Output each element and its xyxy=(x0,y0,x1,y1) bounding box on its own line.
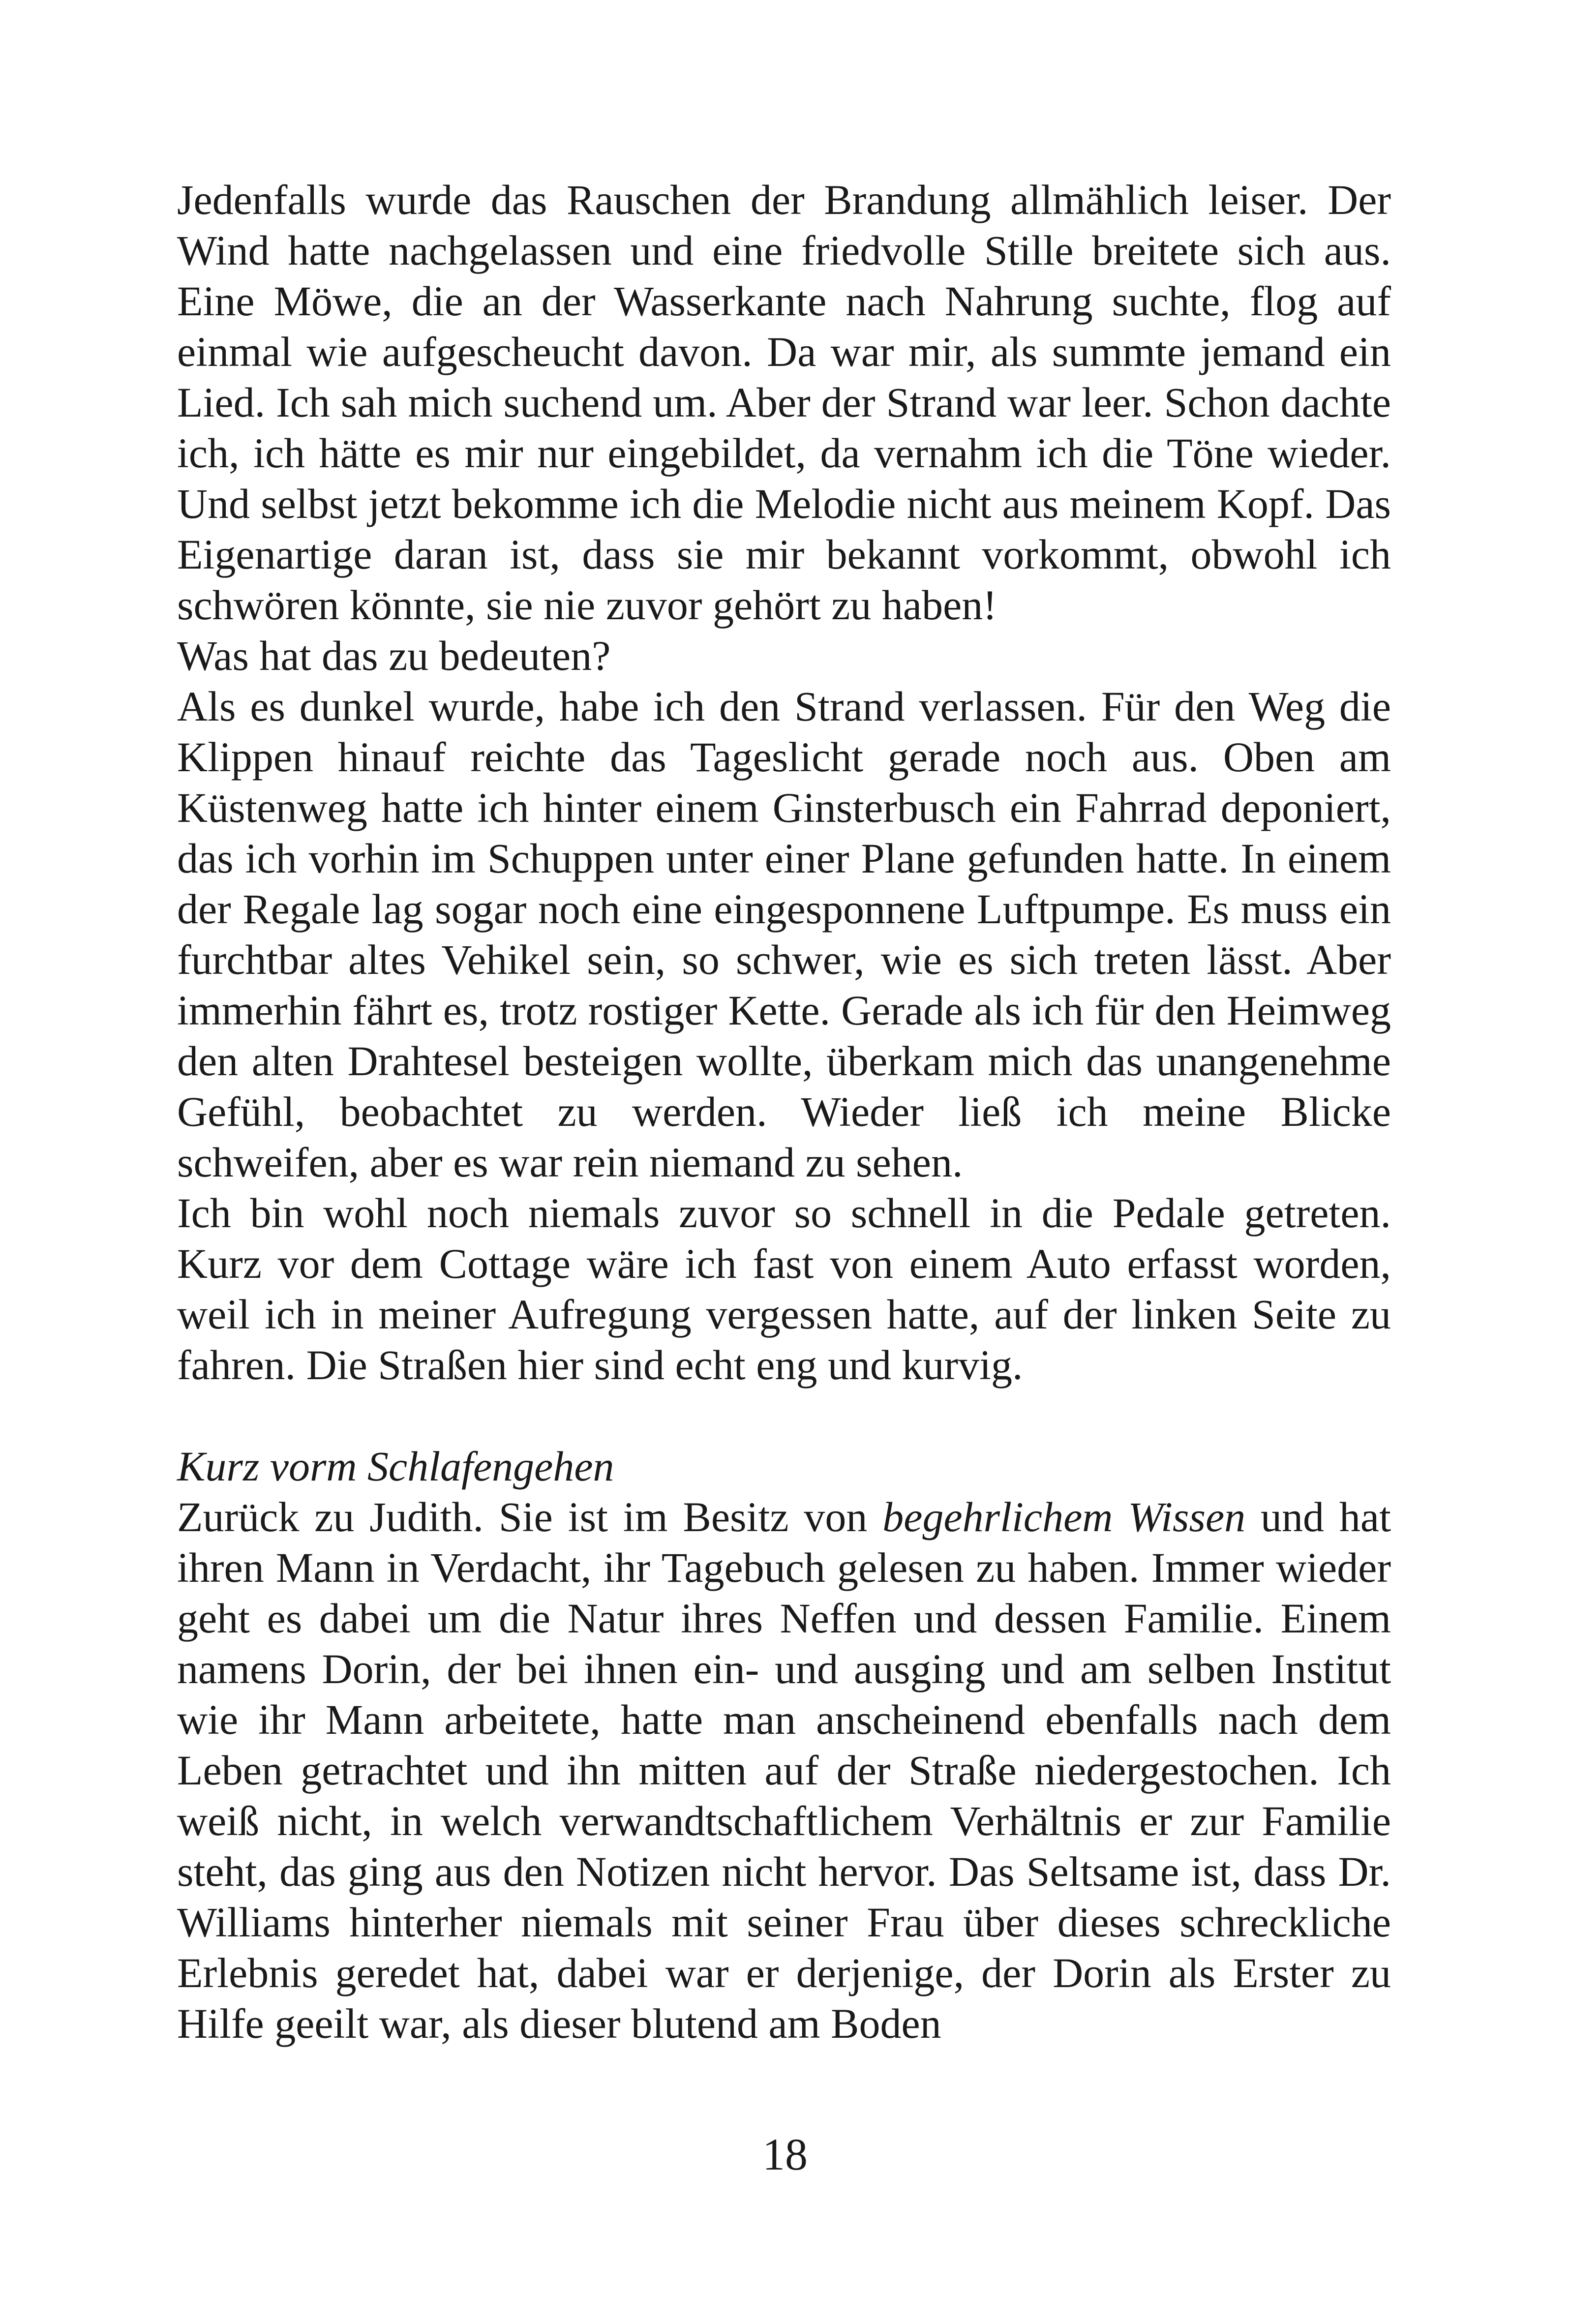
paragraph-text-end: und hat ihren Mann in Verdacht, ihr Tagebuch gelesen zu haben. Immer wieder geht es dabei um die Natur ihres Neffen und dessen Familie. Einem namens Dorin, der bei ihnen ein- und ausging und am selben Institut wie ihr Mann arbeitete, hatte man anscheinend ebenfalls nach dem Leben getrachtet und ihn mitten auf der Straße niedergestochen. Ich weiß nicht, in welch verwandtschaftlichem Verhältnis er zur Familie steht, das ging aus den Notizen nicht hervor. Das Seltsame ist, dass Dr. Williams hinterher niemals mit seiner Frau über dieses schreckliche Erlebnis geredet hat, dabei war er derjenige, der Dorin als Erster zu Hilfe geeilt war, als dieser blutend am Boden xyxy=(177,1493,1391,2047)
paragraph: Was hat das zu bedeuten? xyxy=(177,632,611,679)
section-gap xyxy=(177,1390,1391,1441)
paragraph: Als es dunkel wurde, habe ich den Strand verlassen. Für den Weg die Klippen hinauf reichte das Tageslicht gerade noch aus. Oben am Küstenweg hatte ich hinter einem Ginsterbusch ein Fahrrad deponiert, das ich vorhin im Schuppen unter einer Plane gefunden hatte. In einem der Regale lag sogar noch eine eingesponnene Luftpumpe. Es muss ein furchtbar altes Vehikel sein, so schwer, wie es sich treten lässt. Aber immerhin fährt es, trotz rostiger Kette. Gerade als ich für den Heimweg den alten Drahtesel besteigen wollte, überkam mich das unangenehme Gefühl, beobachtet zu werden. Wieder ließ ich meine Blicke schweifen, aber es war rein niemand zu sehen. xyxy=(177,683,1391,1186)
italic-phrase: begehrlichem Wissen xyxy=(882,1493,1246,1540)
page-number: 18 xyxy=(762,2129,808,2179)
paragraph: Jedenfalls wurde das Rauschen der Brandung allmählich leiser. Der Wind hatte nachgelassen und eine friedvolle Stille breitete sich aus. Eine Möwe, die an der Wasserkante nach Nahrung suchte, flog auf einmal wie aufgescheucht davon. Da war mir, als summte jemand ein Lied. Ich sah mich suchend um. Aber der Strand war leer. Schon dachte ich, ich hätte es mir nur eingebildet, da vernahm ich die Töne wieder. Und selbst jetzt bekomme ich die Melodie nicht aus meinem Kopf. Das Eigenartige daran ist, dass sie mir bekannt vorkommt, obwohl ich schwören könnte, sie nie zuvor gehört zu haben! xyxy=(177,176,1391,629)
paragraph xyxy=(177,1492,1391,2049)
section-heading: Kurz vorm Schlafengehen xyxy=(177,1443,614,1490)
paragraph: Ich bin wohl noch niemals zuvor so schnell in die Pedale getreten. Kurz vor dem Cottage wäre ich fast von einem Auto erfasst worden, weil ich in meiner Aufregung vergessen hatte, auf der linken Seite zu fahren. Die Straßen hier sind echt eng und kurvig. xyxy=(177,1189,1391,1388)
paragraph-text-start: Zurück zu Judith. Sie ist im Besitz von xyxy=(177,1493,883,1540)
page-body xyxy=(177,175,1391,2049)
